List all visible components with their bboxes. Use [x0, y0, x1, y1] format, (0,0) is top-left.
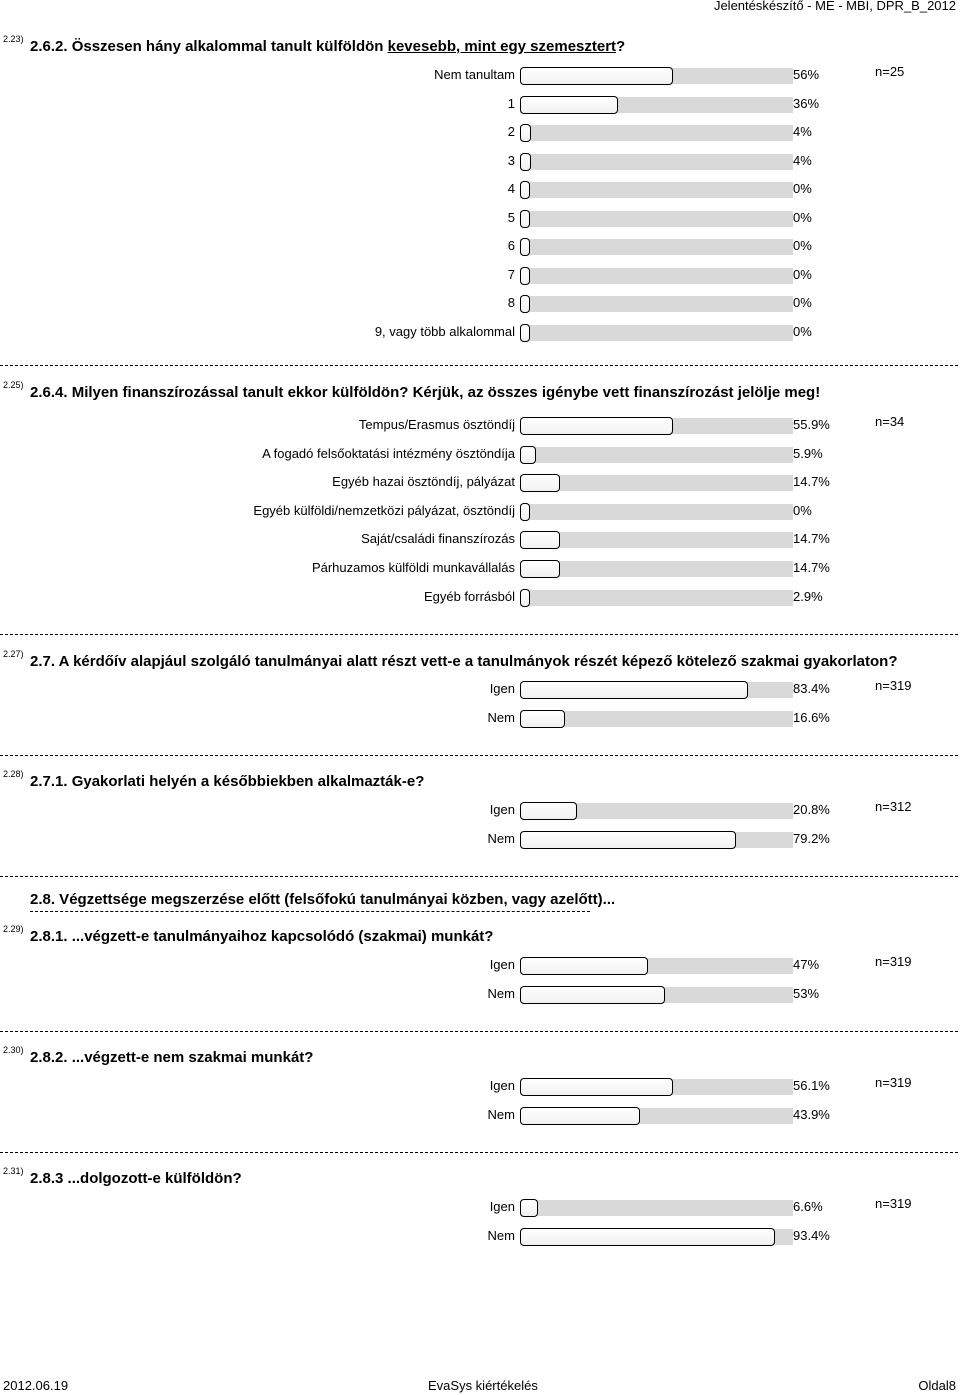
footer-date: 2012.06.19	[3, 1378, 69, 1393]
question-number: 2.31)	[3, 1166, 24, 1176]
answer-percent: 0%	[793, 295, 812, 310]
bar-fill	[520, 96, 618, 114]
answer-row	[0, 830, 960, 850]
answer-percent: 14.7%	[793, 531, 830, 547]
question-title: 2.8.1. ...végzett-e tanulmányaihoz kapcsolódó (szakmai) munkát?	[30, 928, 494, 945]
answer-row	[0, 237, 960, 257]
question-number: 2.25)	[3, 380, 24, 390]
bar-fill	[520, 681, 748, 699]
question-section	[0, 649, 960, 670]
answer-row	[0, 473, 960, 493]
answer-label: Igen	[489, 681, 515, 696]
bar-fill	[520, 417, 673, 435]
bar-fill	[520, 210, 530, 228]
answer-row	[0, 209, 960, 229]
answer-row	[0, 445, 960, 465]
answer-row	[0, 1077, 960, 1097]
answer-label: 9, vagy több alkalommal	[374, 323, 515, 339]
answer-row	[0, 502, 960, 522]
answer-row	[0, 266, 960, 286]
bar-fill	[520, 1078, 673, 1096]
bar-fill	[520, 503, 530, 521]
answer-label: Párhuzamos külföldi munkavállalás	[311, 560, 515, 575]
answer-label: Egyéb hazai ösztöndíj, pályázat	[332, 474, 515, 490]
question-title: 2.7. A kérdőív alapjául szolgáló tanulmányai alatt részt vett-e a tanulmányok részét képező kötelező szakmai gyakorlaton?	[30, 653, 898, 670]
answer-percent: 0%	[793, 323, 812, 339]
group-title: 2.8. Végzettsége megszerzése előtt (felsőfokú tanulmányai közben, vagy azelőtt)...	[30, 891, 616, 908]
question-number: 2.27)	[3, 649, 24, 659]
bar-track	[520, 447, 793, 463]
answer-percent: 83.4%	[793, 681, 830, 696]
bar-track	[520, 125, 793, 141]
section-separator	[0, 1031, 958, 1032]
question-section	[0, 1166, 960, 1187]
answer-percent: 0%	[793, 502, 812, 518]
answer-label: 2	[507, 124, 515, 139]
answer-label: Igen	[489, 802, 515, 817]
bar-track	[520, 532, 793, 548]
bar-fill	[520, 124, 531, 142]
answer-row	[0, 123, 960, 143]
answer-percent: 0%	[793, 209, 812, 225]
bar-fill	[520, 831, 736, 849]
answer-row	[0, 985, 960, 1005]
answer-label: Igen	[489, 957, 515, 972]
answer-label: 1	[507, 95, 515, 111]
question-section	[0, 34, 960, 55]
answer-label: Nem tanultam	[434, 67, 515, 82]
bar-track	[520, 504, 793, 520]
bar-track	[520, 325, 793, 341]
answer-row	[0, 180, 960, 200]
section-separator	[0, 876, 958, 877]
answer-label: Nem	[487, 830, 515, 846]
answer-row	[0, 323, 960, 343]
answer-percent: 14.7%	[793, 474, 830, 490]
answer-label: Igen	[489, 1078, 515, 1093]
question-title: 2.6.2. Összesen hány alkalommal tanult külföldön kevesebb, mint egy szemesztert?	[30, 38, 626, 55]
question-number: 2.28)	[3, 769, 24, 779]
answer-label: 3	[507, 152, 515, 168]
answer-label: Egyéb forrásból	[423, 588, 515, 604]
answer-label: Egyéb külföldi/nemzetközi pályázat, ösztöndíj	[253, 502, 515, 518]
bar-fill	[520, 1107, 640, 1125]
answer-percent: 0%	[793, 181, 812, 196]
question-title: 2.8.3 ...dolgozott-e külföldön?	[30, 1170, 242, 1187]
answer-label: Saját/családi finanszírozás	[361, 531, 515, 547]
bar-track	[520, 296, 793, 312]
answer-percent: 0%	[793, 238, 812, 253]
answer-row	[0, 416, 960, 436]
answer-percent: 5.9%	[793, 445, 823, 461]
underlined-phrase: kevesebb, mint egy szemesztert	[387, 38, 617, 55]
answer-percent: 56.1%	[793, 1078, 830, 1093]
answer-label: 8	[507, 295, 515, 310]
answer-row	[0, 66, 960, 86]
answer-row	[0, 588, 960, 608]
bar-track	[520, 182, 793, 198]
sample-size: n=319	[875, 678, 912, 693]
bar-track	[520, 561, 793, 577]
sample-size: n=312	[875, 799, 912, 814]
answer-row	[0, 95, 960, 115]
bar-fill	[520, 589, 530, 607]
answer-percent: 55.9%	[793, 417, 830, 432]
answer-row	[0, 294, 960, 314]
answer-row	[0, 1227, 960, 1247]
question-number: 2.29)	[3, 924, 24, 934]
bar-fill	[520, 474, 560, 492]
question-number: 2.30)	[3, 1045, 24, 1055]
sample-size: n=319	[875, 1075, 912, 1090]
bar-fill	[520, 67, 673, 85]
answer-row	[0, 530, 960, 550]
answer-percent: 16.6%	[793, 709, 830, 725]
answer-row	[0, 1106, 960, 1126]
bar-fill	[520, 446, 536, 464]
answer-percent: 79.2%	[793, 830, 830, 846]
answer-row	[0, 709, 960, 729]
bar-fill	[520, 238, 530, 256]
bar-fill	[520, 986, 665, 1004]
answer-row	[0, 559, 960, 579]
sample-size: n=25	[875, 64, 905, 79]
answer-percent: 2.9%	[793, 588, 823, 604]
question-number: 2.23)	[3, 34, 24, 44]
footer-center: EvaSys kiértékelés	[428, 1378, 538, 1393]
answer-label: A fogadó felsőoktatási intézmény ösztöndíja	[262, 445, 515, 461]
answer-percent: 36%	[793, 95, 820, 111]
answer-row	[0, 152, 960, 172]
answer-label: 4	[507, 181, 515, 196]
answer-row	[0, 801, 960, 821]
sample-size: n=319	[875, 1196, 912, 1211]
answer-label: Nem	[487, 709, 515, 725]
answer-percent: 4%	[793, 152, 812, 168]
group-separator	[30, 911, 590, 912]
section-separator	[0, 634, 958, 635]
answer-percent: 53%	[793, 985, 820, 1001]
sample-size: n=319	[875, 954, 912, 969]
answer-label: Nem	[487, 1227, 515, 1243]
bar-fill	[520, 802, 577, 820]
bar-fill	[520, 531, 560, 549]
question-title: 2.8.2. ...végzett-e nem szakmai munkát?	[30, 1049, 314, 1066]
answer-percent: 43.9%	[793, 1106, 830, 1122]
bar-track	[520, 1200, 793, 1216]
answer-row	[0, 680, 960, 700]
bar-fill	[520, 324, 530, 342]
answer-label: 6	[507, 238, 515, 253]
bar-fill	[520, 181, 530, 199]
answer-label: Nem	[487, 985, 515, 1001]
section-separator	[0, 755, 958, 756]
bar-fill	[520, 560, 560, 578]
bar-track	[520, 590, 793, 606]
bar-track	[520, 268, 793, 284]
answer-percent: 20.8%	[793, 802, 830, 817]
answer-label: 5	[507, 209, 515, 225]
sample-size: n=34	[875, 414, 905, 429]
answer-row	[0, 1198, 960, 1218]
bar-fill	[520, 957, 648, 975]
answer-label: Tempus/Erasmus ösztöndíj	[358, 417, 515, 432]
bar-track	[520, 239, 793, 255]
answer-label: Igen	[489, 1199, 515, 1214]
answer-percent: 56%	[793, 67, 820, 82]
bar-fill	[520, 710, 565, 728]
bar-fill	[520, 153, 531, 171]
bar-track	[520, 154, 793, 170]
bar-track	[520, 475, 793, 491]
bar-fill	[520, 1228, 775, 1246]
question-title: 2.6.4. Milyen finanszírozással tanult ekkor külföldön? Kérjük, az összes igénybe vett finanszírozást jelölje meg!	[30, 384, 821, 401]
bar-track	[520, 211, 793, 227]
section-separator	[0, 1152, 958, 1153]
answer-row	[0, 956, 960, 976]
answer-percent: 14.7%	[793, 560, 830, 575]
answer-percent: 6.6%	[793, 1199, 823, 1214]
question-section	[0, 769, 960, 790]
bar-fill	[520, 1199, 538, 1217]
bar-fill	[520, 267, 530, 285]
question-section	[0, 1045, 960, 1066]
answer-label: 7	[507, 266, 515, 282]
footer-page: Oldal8	[918, 1378, 956, 1393]
answer-percent: 4%	[793, 124, 812, 139]
question-section	[0, 924, 960, 945]
answer-percent: 93.4%	[793, 1227, 830, 1243]
answer-label: Nem	[487, 1106, 515, 1122]
section-separator	[0, 365, 958, 366]
answer-percent: 0%	[793, 266, 812, 282]
answer-percent: 47%	[793, 957, 820, 972]
report-header: Jelentéskészítő - ME - MBI, DPR_B_2012	[713, 0, 956, 13]
question-title: 2.7.1. Gyakorlati helyén a későbbiekben alkalmazták-e?	[30, 773, 425, 790]
question-section	[0, 380, 960, 401]
bar-fill	[520, 295, 530, 313]
